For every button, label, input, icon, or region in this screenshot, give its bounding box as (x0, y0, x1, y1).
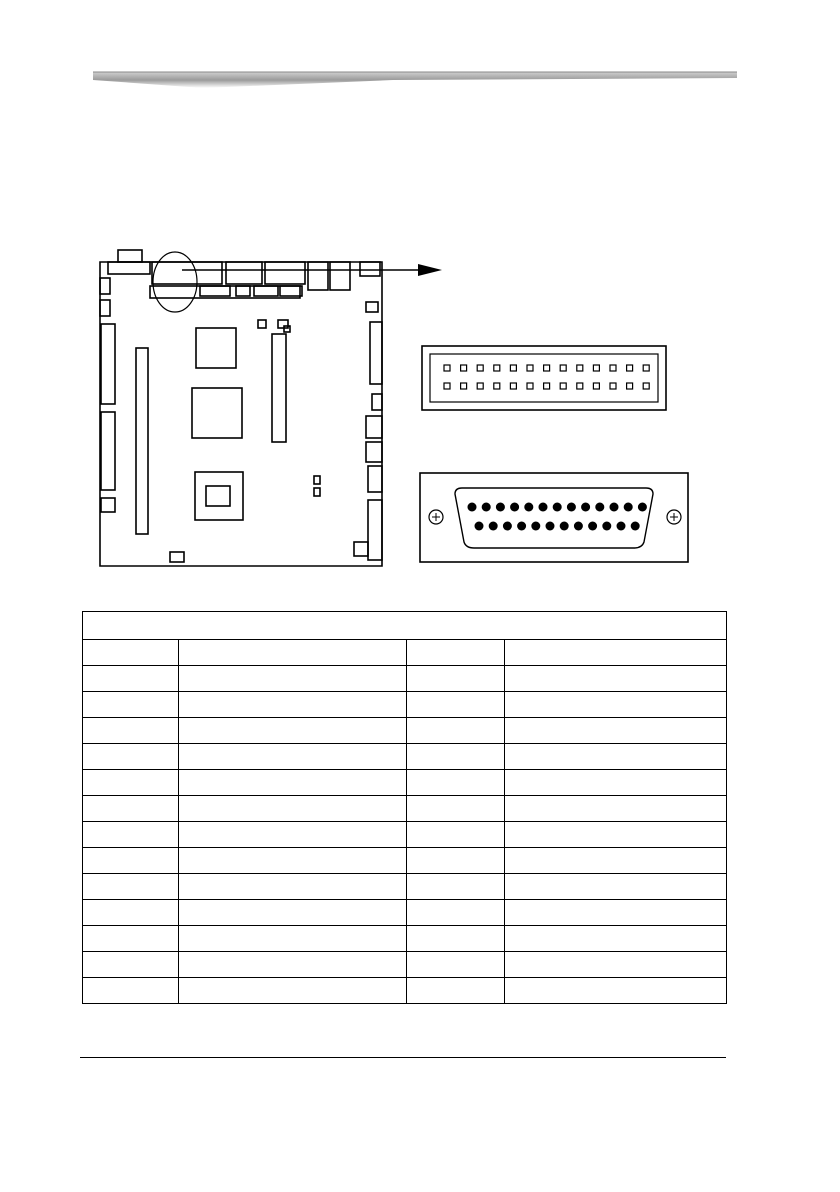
table-cell (407, 952, 505, 978)
table-cell (83, 874, 179, 900)
table-cell (179, 666, 407, 692)
table-cell (83, 796, 179, 822)
db25-pin (503, 522, 512, 531)
table-cell (505, 666, 727, 692)
header-pin (577, 383, 583, 389)
db25-pin (531, 522, 540, 531)
table-cell (407, 926, 505, 952)
header-pin (577, 365, 583, 371)
header-pin (610, 365, 616, 371)
table-row (83, 926, 727, 952)
header-pin (510, 365, 516, 371)
table-row (83, 666, 727, 692)
table-cell (505, 900, 727, 926)
db25-pin (517, 522, 526, 531)
table-cell (83, 952, 179, 978)
db25-pin (638, 503, 647, 512)
db25-pin (602, 522, 611, 531)
table-cell (407, 770, 505, 796)
table-cell (179, 978, 407, 1004)
table-cell (505, 796, 727, 822)
table-row (83, 744, 727, 770)
db25-pin (553, 503, 562, 512)
table-row (83, 718, 727, 744)
table-cell (179, 926, 407, 952)
db25-pin (624, 503, 633, 512)
table-cell (407, 848, 505, 874)
table-cell (505, 874, 727, 900)
db25-pin (468, 503, 477, 512)
table-cell (505, 770, 727, 796)
db25-pin (546, 522, 555, 531)
table-cell (83, 900, 179, 926)
pin-assignment-table (82, 611, 727, 1004)
table-cell (179, 796, 407, 822)
header-pin (643, 365, 649, 371)
table-cell (407, 744, 505, 770)
header-pin (627, 383, 633, 389)
header-pin (494, 383, 500, 389)
db25-pin (510, 503, 519, 512)
connector-highlight-circle (153, 252, 197, 312)
table-row (83, 796, 727, 822)
table-title (83, 612, 727, 640)
db25-pin (560, 522, 569, 531)
table-cell (407, 718, 505, 744)
column-header (407, 640, 505, 666)
db25-pin (588, 522, 597, 531)
table-cell (179, 770, 407, 796)
table-cell (83, 770, 179, 796)
column-header (179, 640, 407, 666)
header-pin (544, 383, 550, 389)
table-cell (505, 848, 727, 874)
header-pin (627, 365, 633, 371)
table-cell (83, 822, 179, 848)
table-cell (407, 822, 505, 848)
db25-pin (539, 503, 548, 512)
db25-port-diagram (420, 473, 688, 562)
table-cell (179, 744, 407, 770)
db25-pin (524, 503, 533, 512)
header-pin (477, 383, 483, 389)
header-pin (643, 383, 649, 389)
db25-pin (496, 503, 505, 512)
header-pin (527, 365, 533, 371)
table-row (83, 874, 727, 900)
header-pin (593, 383, 599, 389)
header-pin (560, 365, 566, 371)
column-header (505, 640, 727, 666)
table-cell (407, 900, 505, 926)
header-pin (593, 365, 599, 371)
table-cell (83, 848, 179, 874)
table-cell (505, 744, 727, 770)
table-cell (83, 718, 179, 744)
table-row (83, 978, 727, 1004)
table-cell (407, 796, 505, 822)
motherboard-diagram (100, 250, 382, 566)
table-cell (505, 692, 727, 718)
db25-pin (631, 522, 640, 531)
table-cell (505, 926, 727, 952)
table-cell (407, 978, 505, 1004)
table-cell (407, 666, 505, 692)
table-cell (407, 692, 505, 718)
table-row (83, 952, 727, 978)
table-cell (179, 900, 407, 926)
table-row (83, 822, 727, 848)
table-title-row (83, 612, 727, 640)
db25-pin (574, 522, 583, 531)
table-row (83, 692, 727, 718)
table-cell (83, 692, 179, 718)
pin-header-diagram (422, 346, 666, 410)
table-row (83, 900, 727, 926)
header-pin (444, 365, 450, 371)
header-pin (527, 383, 533, 389)
table-cell (505, 718, 727, 744)
table-cell (505, 822, 727, 848)
table-row (83, 770, 727, 796)
table-row (83, 848, 727, 874)
table-cell (179, 692, 407, 718)
table-cell (505, 952, 727, 978)
header-pin (461, 365, 467, 371)
db25-pin (489, 522, 498, 531)
header-pin (510, 383, 516, 389)
table-cell (179, 718, 407, 744)
table-cell (179, 874, 407, 900)
header-pin (610, 383, 616, 389)
footer-divider (80, 1057, 726, 1058)
screw-left-icon (429, 510, 443, 524)
header-pin (461, 383, 467, 389)
screw-right-icon (667, 510, 681, 524)
header-pin (477, 365, 483, 371)
table-cell (83, 926, 179, 952)
header-pin (444, 383, 450, 389)
table-cell (179, 848, 407, 874)
db25-pin (475, 522, 484, 531)
db25-pin (482, 503, 491, 512)
column-header (83, 640, 179, 666)
table-cell (179, 952, 407, 978)
db25-pin (567, 503, 576, 512)
pointer-arrow (182, 264, 442, 276)
table-cell (407, 874, 505, 900)
table-cell (83, 666, 179, 692)
table-cell (83, 744, 179, 770)
db25-pin (617, 522, 626, 531)
db25-pin (610, 503, 619, 512)
table-header-row (83, 640, 727, 666)
header-pin (494, 365, 500, 371)
table-cell (83, 978, 179, 1004)
table-cell (179, 822, 407, 848)
db25-pin (581, 503, 590, 512)
header-pin (544, 365, 550, 371)
header-pin (560, 383, 566, 389)
table-cell (505, 978, 727, 1004)
db25-pin (595, 503, 604, 512)
